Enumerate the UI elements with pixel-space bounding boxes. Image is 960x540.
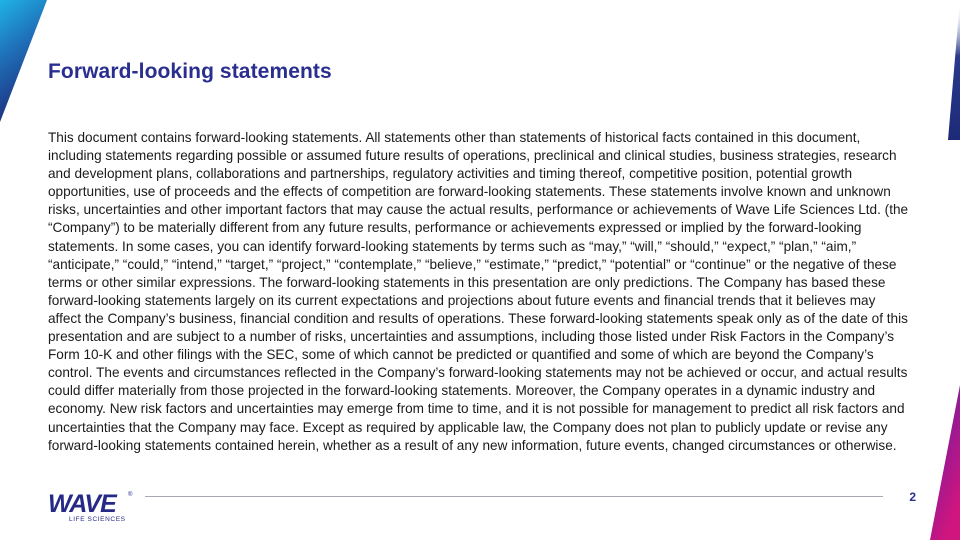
- top-right-accent: [948, 0, 960, 140]
- slide-title: Forward-looking statements: [48, 60, 332, 83]
- page-number: 2: [909, 490, 916, 504]
- logo-wordmark: WAVE: [48, 490, 116, 518]
- bottom-right-accent: [930, 385, 960, 540]
- disclaimer-paragraph: This document contains forward-looking statements. All statements other than statements of historical facts contained in this document, including statements regarding possible or assumed future results of operations, preclinical and clinical studies, business strategies, research and development plans, collaborations and partnerships, regulatory activities and timing thereof, competitive position, potential growth opportunities, use of proceeds and the effects of competition are forward-looking statements. These statements involve known and unknown risks, uncertainties and other important factors that may cause the actual results, performance or achievements of Wave Life Sciences Ltd. (the “Company”) to be materially different from any future results, performance or achievements expressed or implied by the forward-looking statements. In some cases, you can identify forward-looking statements by terms such as “may,” “will,” “should,” “expect,” “plan,” “aim,” “anticipate,” “could,” “intend,” “target,” “project,” “contemplate,” “believe,” “estimate,” “predict,” “potential” or “continue” or the negative of these terms or other similar expressions. The forward-looking statements in this presentation are only predictions. The Company has based these forward-looking statements largely on its current expectations and projections about future events and financial trends that it believes may affect the Company’s business, financial condition and results of operations. These forward-looking statements speak only as of the date of this presentation and are subject to a number of risks, uncertainties and assumptions, including those listed under Risk Factors in the Company’s Form 10-K and other filings with the SEC, some of which cannot be predicted or quantified and some of which are beyond the Company’s control. The events and circumstances reflected in the Company’s forward-looking statements may not be achieved or occur, and actual results could differ materially from those projected in the forward-looking statements. Moreover, the Company operates in a dynamic industry and economy. New risk factors and uncertainties may emerge from time to time, and it is not possible for management to predict all risk factors and uncertainties that the Company may face. Except as required by applicable law, the Company does not plan to publicly update or revise any forward-looking statements contained herein, whether as a result of any new information, future events, changed circumstances or otherwise.: [48, 130, 909, 453]
- logo-registered-mark: ®: [128, 492, 133, 498]
- logo-subtitle: LIFE SCIENCES: [69, 516, 126, 523]
- company-logo: [48, 490, 138, 526]
- footer-divider: [145, 496, 883, 497]
- top-left-accent: [0, 0, 47, 122]
